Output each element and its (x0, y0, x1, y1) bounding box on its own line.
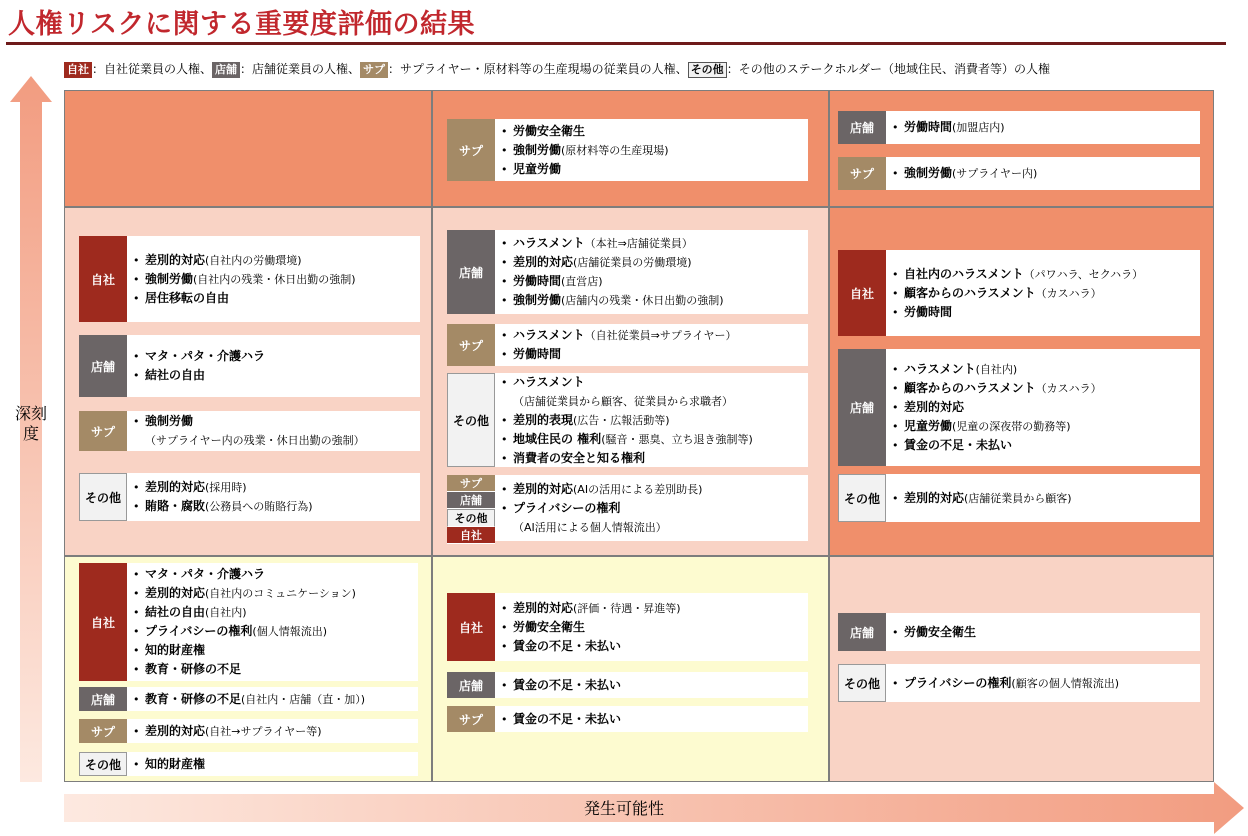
risk-item (892, 623, 1196, 642)
risk-item (501, 676, 804, 695)
risk-item (133, 722, 414, 741)
risk-item-label: 児童労働 (904, 419, 953, 433)
risk-item-label: 差別的対応 (904, 490, 965, 505)
stakeholder-tag-tenpo: 店舗 (79, 687, 127, 711)
risk-item (133, 270, 416, 289)
risk-list (495, 593, 808, 661)
risk-item-note: (自社内) (975, 363, 1018, 376)
stakeholder-tag-stack (447, 475, 495, 541)
stakeholder-tag-tenpo: 店舗 (838, 613, 886, 651)
risk-item-note: (顧客の個人情報流出) (1011, 676, 1119, 690)
risk-item (892, 118, 1196, 137)
risk-item (501, 618, 804, 637)
risk-item (892, 379, 1196, 398)
risk-item-label: 労働時間 (513, 274, 562, 288)
risk-item-detail: （サプライヤー内の残業・休日出勤の強制） (145, 434, 365, 447)
risk-item (501, 345, 804, 364)
risk-item (133, 755, 414, 774)
risk-list (886, 250, 1200, 336)
risk-item (133, 497, 416, 516)
stakeholder-tag-jisha: 自社 (79, 563, 127, 681)
risk-group (447, 672, 808, 698)
risk-group (79, 335, 420, 397)
risk-item-label: 差別的対応 (513, 600, 574, 615)
stakeholder-tag-tenpo: 店舗 (838, 111, 886, 144)
stakeholder-tag-jisha: 自社 (447, 593, 495, 661)
risk-item (133, 347, 416, 366)
risk-matrix (64, 90, 1214, 782)
risk-list (495, 706, 808, 732)
risk-item-note: (広告・広報活動等) (573, 413, 670, 427)
risk-item-label: マタ・パタ・介護ハラ (145, 349, 266, 363)
stakeholder-tag-sub: サプ (838, 157, 886, 190)
risk-item (133, 366, 416, 385)
stakeholder-tag-other: その他 (447, 373, 495, 467)
risk-item-note: (直営店) (561, 275, 603, 288)
risk-item (501, 141, 804, 160)
risk-item-label: 知的財産権 (145, 643, 206, 657)
risk-group (838, 111, 1200, 144)
risk-item (892, 164, 1196, 183)
stakeholder-tag-tenpo: 店舗 (447, 672, 495, 698)
matrix-cell-r1c0 (65, 208, 431, 555)
risk-item-note: (児童の深夜帯の勤務等) (952, 420, 1071, 433)
risk-group (447, 230, 808, 314)
risk-item (501, 253, 804, 272)
risk-item-note: (個人情報流出) (252, 625, 327, 638)
risk-group (79, 687, 418, 711)
stakeholder-tag-sub: サプ (447, 706, 495, 732)
risk-item-note: (サプライヤー内) (952, 167, 1038, 180)
risk-item-label: 教育・研修の不足 (145, 662, 242, 676)
stakeholder-tag-jisha: 自社 (79, 236, 127, 322)
risk-group (838, 664, 1200, 702)
risk-item-label: 結社の自由 (145, 605, 206, 619)
risk-item-label: 教育・研修の不足 (145, 691, 242, 706)
risk-item-note: (店舗内の残業・休日出勤の強制) (561, 294, 724, 307)
risk-item-label: ハラスメント (513, 236, 585, 250)
risk-item-label: プライバシーの権利 (904, 675, 1012, 690)
risk-item-note: (公務員への賄賂行為) (205, 500, 313, 513)
legend-desc-sub: ：サプライヤー・原材料等の生産現場の従業員の人権、 (388, 62, 688, 76)
risk-item (501, 326, 804, 345)
risk-item (501, 291, 804, 310)
risk-item (501, 430, 804, 449)
risk-group (838, 157, 1200, 190)
risk-item-label: ハラスメント (513, 374, 585, 389)
risk-group (79, 236, 420, 322)
risk-item-label: 賃金の不足・未払い (513, 638, 622, 653)
risk-item (501, 234, 804, 253)
risk-group (79, 719, 418, 743)
risk-item (501, 122, 804, 141)
risk-item-label: ハラスメント (513, 328, 585, 342)
stakeholder-tag-other: その他 (838, 664, 886, 702)
risk-item-note: (原材料等の生産現場) (561, 143, 669, 157)
risk-group (838, 613, 1200, 651)
risk-item-detail: （店舗従業員から顧客、従業員から求職者） (513, 394, 733, 408)
risk-list (495, 324, 808, 366)
risk-item-label: 自社内のハラスメント (904, 266, 1024, 281)
risk-item-label: 居住移転の自由 (145, 290, 230, 305)
risk-item-label: 知的財産権 (145, 756, 206, 771)
legend (64, 60, 1050, 78)
risk-item (133, 478, 416, 497)
risk-item-label: 労働時間 (904, 120, 953, 134)
stakeholder-tag-other: その他 (838, 474, 886, 522)
risk-item (133, 289, 416, 308)
risk-item-note: (評価・待遇・昇進等) (573, 601, 681, 615)
risk-item-label: 強制労働 (513, 293, 562, 307)
matrix-cell-r0c0 (65, 91, 431, 206)
risk-item-label: 差別的対応 (904, 400, 965, 414)
risk-list (495, 373, 808, 467)
title-divider (6, 42, 1226, 45)
risk-item-note: (AIの活用による差別助長) (573, 482, 703, 496)
risk-group (447, 593, 808, 661)
matrix-cell-r1c2 (830, 208, 1213, 555)
matrix-cell-r2c1 (433, 557, 828, 781)
risk-item (133, 690, 414, 709)
risk-item-label: プライバシーの権利 (513, 500, 621, 515)
risk-item-label: 強制労働 (145, 414, 194, 428)
risk-item (133, 412, 416, 450)
risk-item-note: (自社内) (205, 606, 247, 619)
risk-item (892, 284, 1196, 303)
matrix-cell-r0c2 (830, 91, 1213, 206)
risk-item (892, 674, 1196, 693)
risk-item-label: ハラスメント (904, 362, 976, 376)
risk-list (495, 119, 808, 181)
risk-item-note: (騒音・悪臭、立ち退き強制等) (601, 432, 753, 446)
stakeholder-tag-tenpo: 店舗 (447, 492, 495, 509)
risk-group (79, 473, 420, 521)
risk-list (886, 157, 1200, 190)
legend-tag-other: その他 (688, 62, 727, 78)
risk-item-label: 賃金の不足・未払い (904, 438, 1013, 452)
risk-item-label: 差別的対応 (513, 255, 574, 269)
risk-item-label: プライバシーの権利 (145, 624, 253, 638)
risk-item-label: 強制労働 (904, 166, 953, 180)
stakeholder-tag-jisha: 自社 (447, 527, 495, 544)
risk-item-label: 労働時間 (904, 304, 953, 319)
risk-item (133, 641, 414, 660)
risk-item-note: (店舗従業員から顧客) (964, 491, 1072, 505)
risk-list (127, 687, 418, 711)
risk-list (886, 664, 1200, 702)
risk-group (447, 373, 808, 467)
risk-list (886, 111, 1200, 144)
risk-item (892, 265, 1196, 284)
risk-item-note: （本社⇒店舗従業員） (584, 237, 693, 250)
risk-item (501, 499, 804, 537)
risk-list (127, 411, 420, 451)
risk-group (447, 475, 808, 541)
risk-item-label: 差別的対応 (145, 586, 206, 600)
risk-item-label: 差別的対応 (145, 480, 206, 494)
risk-item (892, 417, 1196, 436)
y-axis-label: 深刻度 (14, 404, 47, 443)
risk-item (133, 603, 414, 622)
risk-item-label: 顧客からのハラスメント (904, 381, 1036, 395)
stakeholder-tag-tenpo: 店舗 (79, 335, 127, 397)
risk-group (447, 119, 808, 181)
risk-item-note: (自社内・店舗（直・加）) (241, 692, 366, 706)
risk-group (79, 563, 418, 681)
risk-item (501, 272, 804, 291)
risk-list (495, 672, 808, 698)
legend-desc-jisha: ：自社従業員の人権、 (92, 62, 213, 76)
risk-item (501, 599, 804, 618)
risk-item-label: 強制労働 (145, 271, 194, 286)
x-axis-label: 発生可能性 (583, 799, 664, 818)
risk-item-note: (店舗従業員の労働環境) (573, 256, 692, 269)
risk-item-note: （自社従業員⇒サプライヤー） (584, 329, 737, 342)
legend-desc-tenpo: ：店舗従業員の人権、 (240, 62, 361, 76)
risk-item-label: 差別的対応 (145, 252, 206, 267)
stakeholder-tag-other: その他 (79, 473, 127, 521)
legend-tag-tenpo: 店舗 (212, 62, 240, 78)
stakeholder-tag-other: その他 (447, 509, 495, 527)
risk-list (886, 349, 1200, 466)
risk-list (886, 474, 1200, 522)
risk-item (501, 373, 804, 411)
legend-desc-other: ：その他のステークホルダー（地域住民、消費者等）の人権 (726, 62, 1050, 76)
risk-item-label: 差別的対応 (145, 723, 206, 738)
risk-list (127, 719, 418, 743)
risk-item-label: 顧客からのハラスメント (904, 285, 1036, 300)
risk-item-label: 消費者の安全と知る権利 (513, 450, 646, 465)
risk-item-label: 労働安全衛生 (513, 123, 586, 138)
stakeholder-tag-sub: サプ (447, 119, 495, 181)
risk-item-detail: （AI活用による個人情報流出） (513, 520, 667, 534)
stakeholder-tag-sub: サプ (79, 719, 127, 743)
risk-item-note: (自社内の労働環境) (205, 253, 302, 267)
risk-item-note: (自社→サプライヤー等) (205, 724, 322, 738)
risk-item (501, 710, 804, 729)
stakeholder-tag-sub: サプ (79, 411, 127, 451)
risk-group (838, 349, 1200, 466)
risk-item-label: マタ・パタ・介護ハラ (145, 567, 266, 581)
risk-item-label: 結社の自由 (145, 368, 206, 382)
stakeholder-tag-sub: サプ (447, 324, 495, 366)
page-title: 人権リスクに関する重要度評価の結果 (8, 9, 475, 40)
risk-item-label: 賃金の不足・未払い (513, 677, 622, 692)
risk-item-label: 労働安全衛生 (513, 619, 586, 634)
risk-list (127, 473, 420, 521)
risk-item (133, 584, 414, 603)
risk-item (133, 251, 416, 270)
risk-list (127, 335, 420, 397)
risk-item (133, 660, 414, 679)
risk-item (501, 411, 804, 430)
risk-group (447, 706, 808, 732)
risk-item (892, 303, 1196, 322)
risk-item (133, 622, 414, 641)
risk-list (127, 752, 418, 776)
risk-list (127, 236, 420, 322)
stakeholder-tag-jisha: 自社 (838, 250, 886, 336)
risk-group (838, 474, 1200, 522)
risk-item (133, 565, 414, 584)
stakeholder-tag-sub: サプ (447, 475, 495, 492)
legend-tag-jisha: 自社 (64, 62, 92, 78)
risk-item-label: 差別的対応 (513, 481, 574, 496)
risk-group (79, 411, 420, 451)
risk-item-label: 賄賂・腐敗 (145, 499, 206, 513)
risk-item-note: (自社内の残業・休日出勤の強制) (193, 272, 356, 286)
risk-list (127, 563, 418, 681)
risk-list (495, 475, 808, 541)
matrix-cell-r1c1 (433, 208, 828, 555)
risk-item (892, 360, 1196, 379)
risk-item-label: 児童労働 (513, 161, 562, 176)
risk-item-note: （カスハラ） (1035, 382, 1102, 395)
stakeholder-tag-tenpo: 店舗 (447, 230, 495, 314)
risk-item-note: (自社内のコミュニケーション) (205, 587, 356, 600)
risk-group (79, 752, 418, 776)
risk-item-note: （パワハラ、セクハラ） (1023, 267, 1144, 281)
risk-item-label: 労働時間 (513, 347, 562, 361)
stakeholder-tag-tenpo: 店舗 (838, 349, 886, 466)
risk-item-label: 差別的表現 (513, 412, 574, 427)
matrix-cell-r0c1 (433, 91, 828, 206)
stakeholder-tag-other: その他 (79, 752, 127, 776)
risk-item (501, 480, 804, 499)
matrix-cell-r2c2 (830, 557, 1213, 781)
risk-item-label: 強制労働 (513, 142, 562, 157)
risk-group (838, 250, 1200, 336)
risk-item-label: 地域住民の 権利 (513, 431, 602, 446)
risk-item-label: 労働安全衛生 (904, 624, 977, 639)
risk-item-note: (加盟店内) (952, 121, 1005, 134)
risk-item-note: （カスハラ） (1035, 286, 1102, 300)
risk-item (892, 489, 1196, 508)
legend-tag-sub: サプ (360, 62, 388, 78)
risk-item-label: 賃金の不足・未払い (513, 711, 622, 726)
risk-list (495, 230, 808, 314)
risk-item (892, 436, 1196, 455)
matrix-cell-r2c0 (65, 557, 431, 781)
risk-item (892, 398, 1196, 417)
risk-item (501, 160, 804, 179)
risk-item (501, 637, 804, 656)
risk-list (886, 613, 1200, 651)
risk-item (501, 449, 804, 468)
risk-group (447, 324, 808, 366)
risk-item-note: (採用時) (205, 481, 247, 494)
